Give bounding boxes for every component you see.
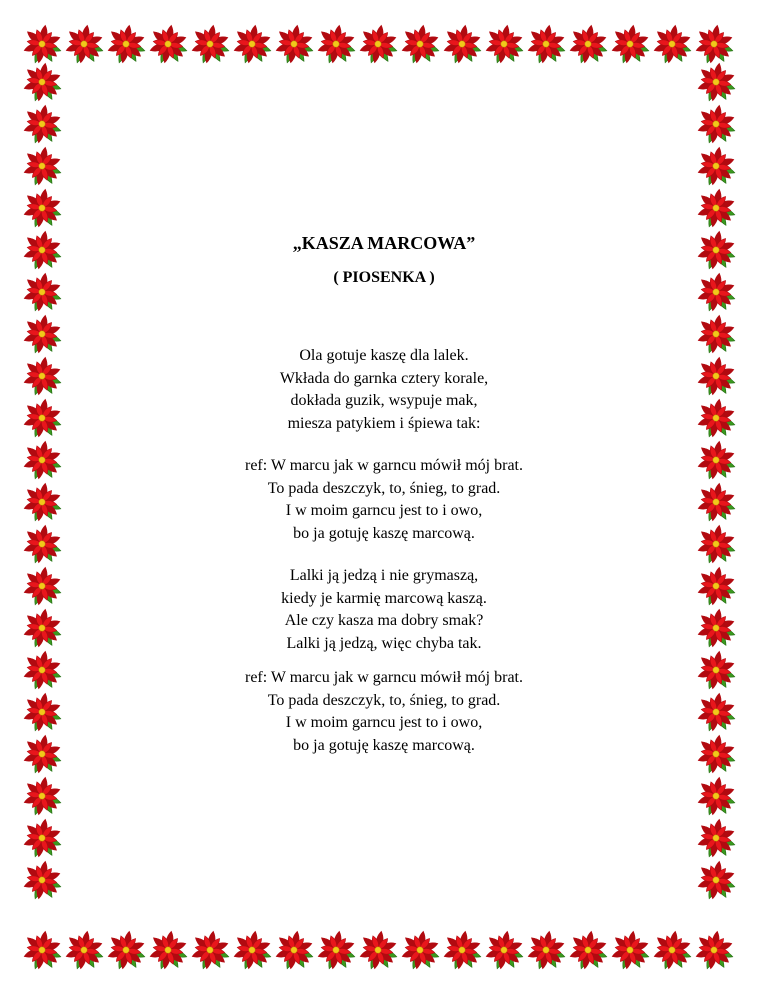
poinsettia-icon [608,22,652,66]
chorus-2 [0,667,768,757]
poinsettia-icon [20,60,64,104]
poinsettia-icon [146,22,190,66]
poinsettia-icon [482,22,526,66]
song-subtitle: ( PIOSENKA ) [333,269,435,286]
chorus-1 [0,455,768,545]
poinsettia-icon [230,22,274,66]
song-title: „KASZA MARCOWA” [292,233,476,253]
poinsettia-icon [230,928,274,972]
poinsettia-icon [694,816,738,860]
lyric-line: miesza patykiem i śpiewa tak: [287,414,481,432]
poinsettia-icon [272,928,316,972]
border-top [20,22,734,66]
poinsettia-icon [20,102,64,146]
poinsettia-icon [566,22,610,66]
poinsettia-icon [356,22,400,66]
stanza-1 [0,345,768,435]
lyric-line: Ale czy kasza ma dobry smak? [284,612,484,629]
poinsettia-icon [62,928,106,972]
lyric-line: To pada deszczyk, to, śnieg, to grad. [267,479,501,497]
poinsettia-icon [524,22,568,66]
poinsettia-icon [104,928,148,972]
poinsettia-icon [694,60,738,104]
stanza-2 [0,565,768,655]
poinsettia-icon [440,22,484,66]
poinsettia-icon [20,774,64,818]
poinsettia-icon [398,928,442,972]
poinsettia-icon [356,928,400,972]
poinsettia-icon [482,928,526,972]
border-bottom [20,928,734,972]
lyric-line: To pada deszczyk, to, śnieg, to grad. [267,691,501,709]
poinsettia-icon [694,102,738,146]
poinsettia-icon [188,22,232,66]
poinsettia-icon [694,774,738,818]
poinsettia-icon [398,22,442,66]
poinsettia-icon [188,928,232,972]
lyric-line: I w moim garncu jest to i owo, [285,502,483,519]
lyric-line: Lalki ją jedzą i nie grymaszą, [289,567,479,584]
poinsettia-icon [608,928,652,972]
poinsettia-icon [146,928,190,972]
poinsettia-icon [272,22,316,66]
poinsettia-icon [524,928,568,972]
lyric-line: Wkłada do garnka cztery korale, [279,369,489,387]
poinsettia-icon [20,858,64,902]
poinsettia-icon [62,22,106,66]
poinsettia-icon [694,144,738,188]
poinsettia-icon [694,186,738,230]
poinsettia-icon [314,22,358,66]
poinsettia-icon [650,22,694,66]
poinsettia-icon [314,928,358,972]
lyric-line: Lalki ją jedzą, więc chyba tak. [286,634,482,652]
poinsettia-icon [440,928,484,972]
lyric-line: ref: W marcu jak w garncu mówił mój brat. [245,457,523,474]
poinsettia-icon [566,928,610,972]
poinsettia-icon [20,186,64,230]
poinsettia-icon [20,816,64,860]
lyric-line: dokłada guzik, wsypuje mak, [290,392,478,409]
poinsettia-icon [104,22,148,66]
poinsettia-icon [692,928,736,972]
poinsettia-icon [20,144,64,188]
poinsettia-icon [650,928,694,972]
lyric-line: Ola gotuje kaszę dla lalek. [299,347,469,364]
poinsettia-icon [694,858,738,902]
lyric-line: bo ja gotuję kaszę marcową. [293,524,475,542]
poinsettia-icon [20,928,64,972]
lyric-line: kiedy je karmię marcową kaszą. [281,589,487,607]
lyric-line: ref: W marcu jak w garncu mówił mój brat. [245,669,523,686]
lyric-line: bo ja gotuję kaszę marcową. [293,736,475,754]
lyric-line: I w moim garncu jest to i owo, [285,714,483,731]
